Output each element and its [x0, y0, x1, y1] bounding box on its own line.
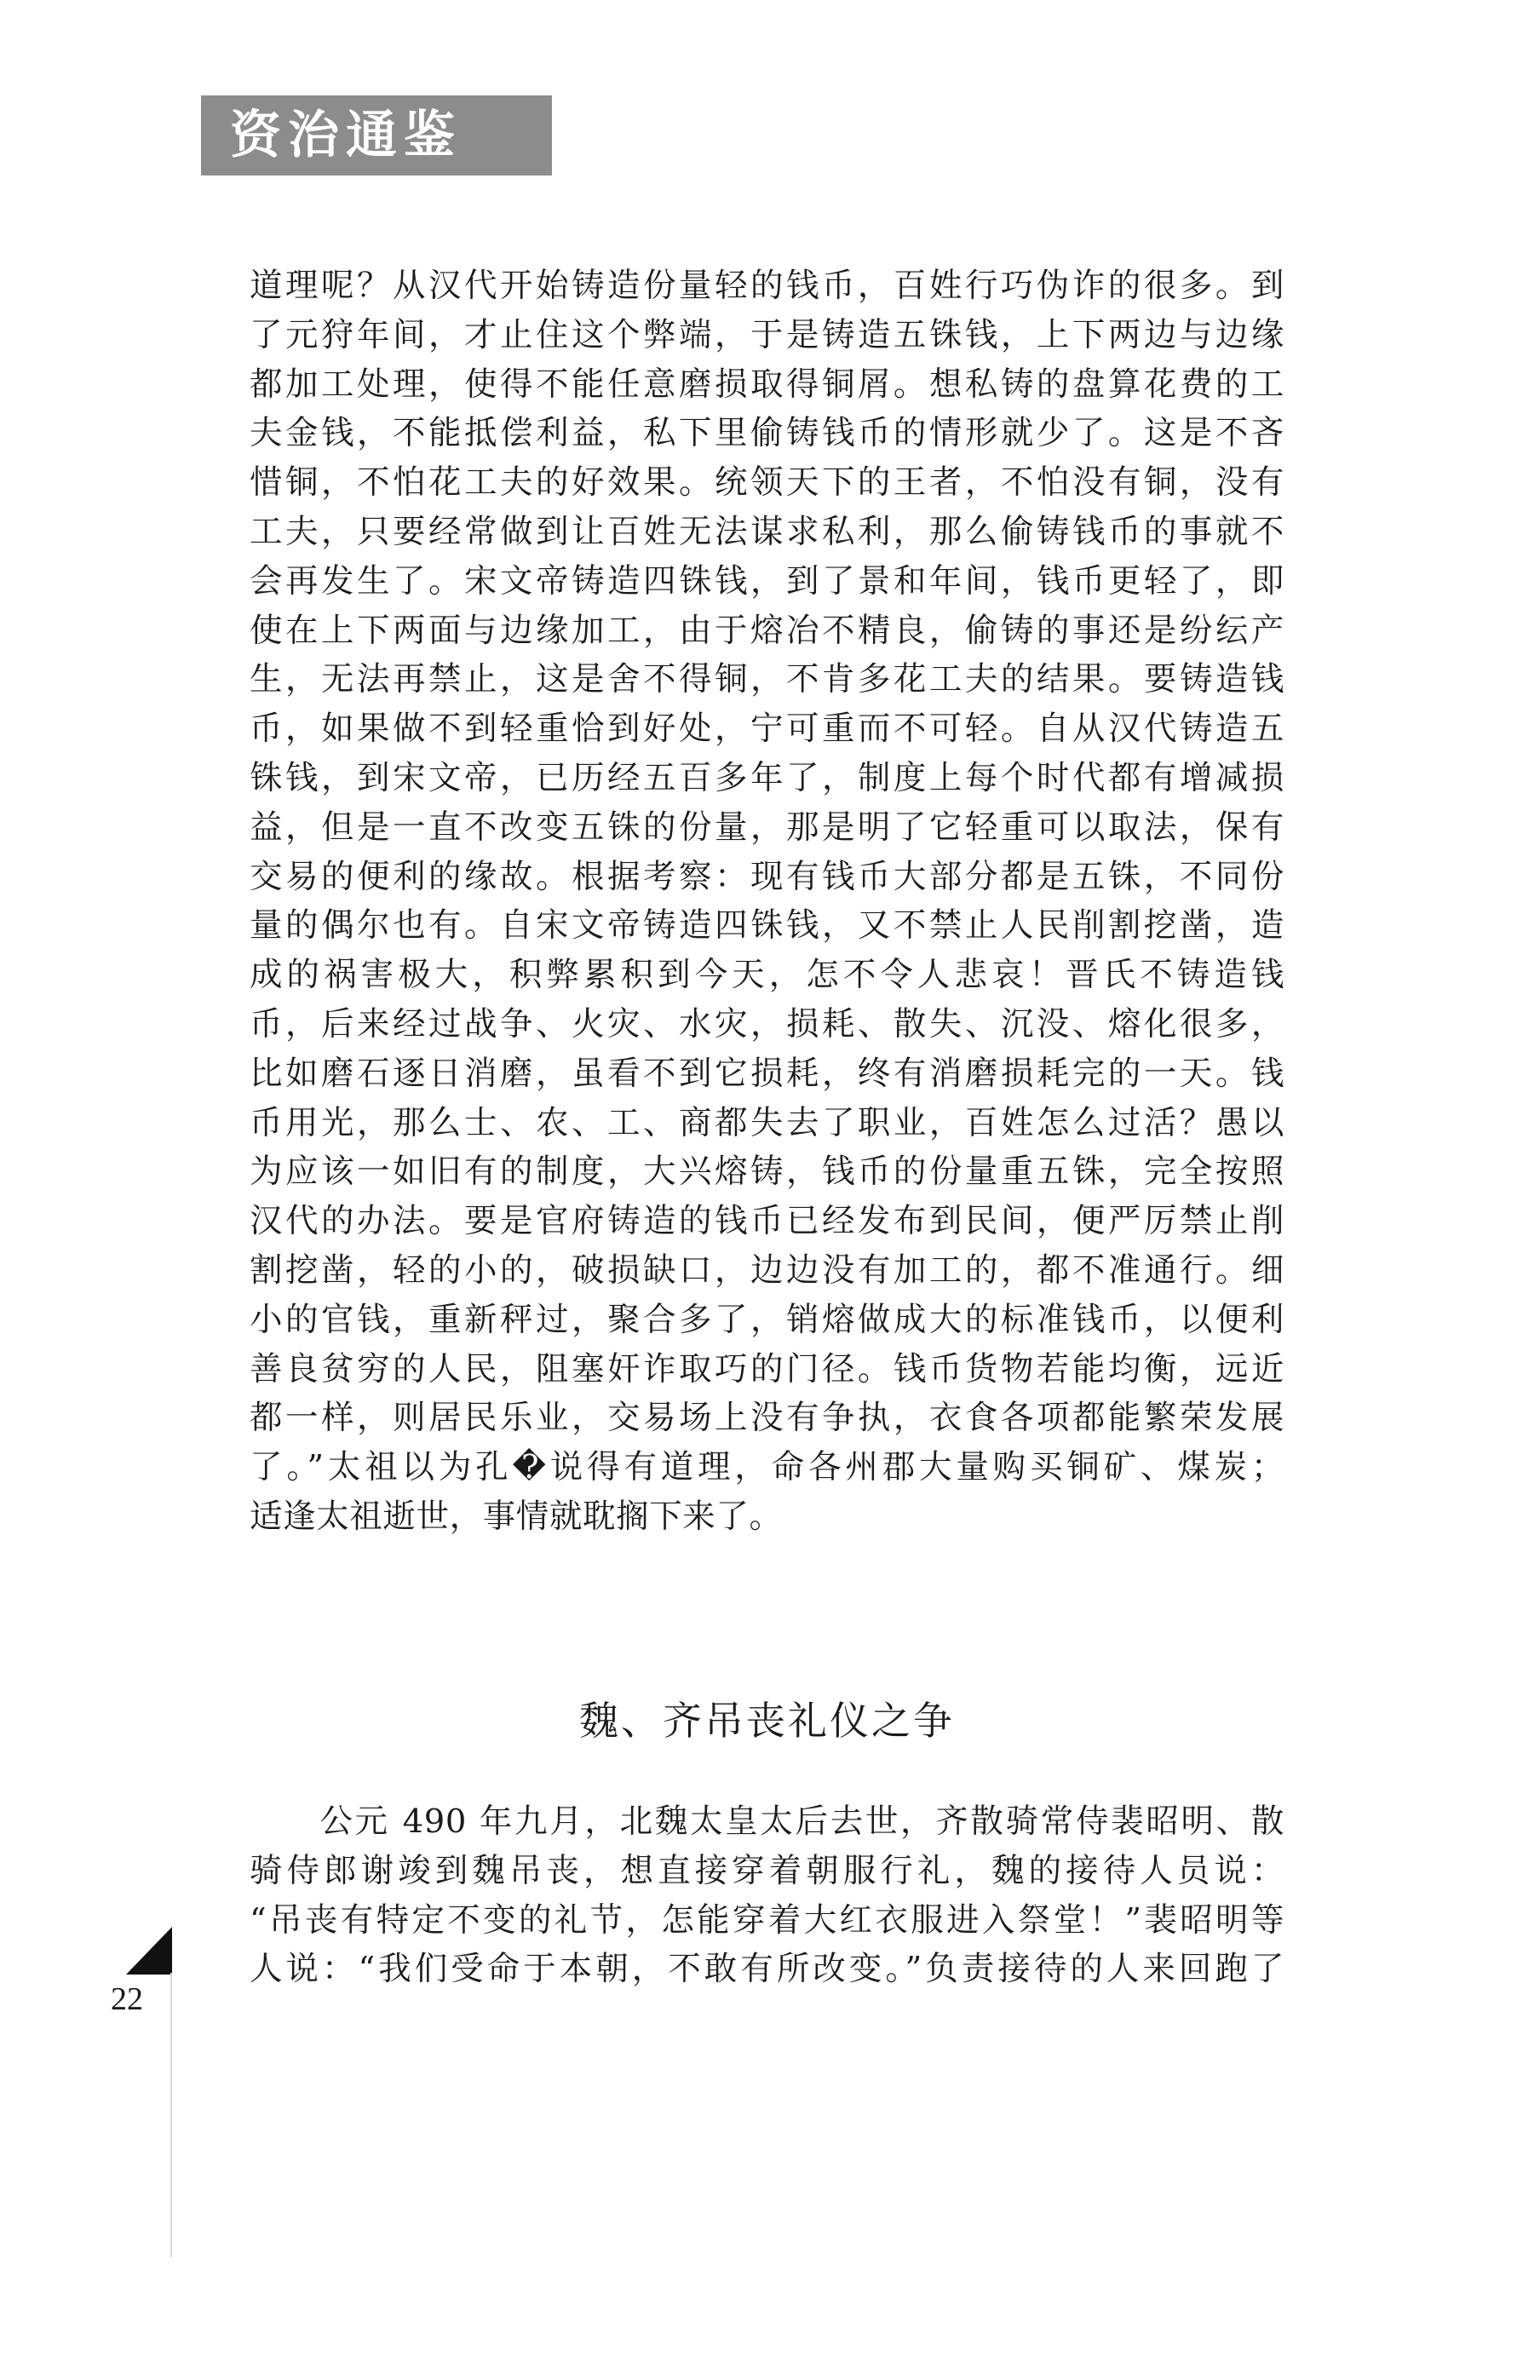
text-line: 了元狩年间，才止住这个弊端，于是铸造五铢钱，上下两边与边缘 — [250, 315, 1284, 354]
text-line: 币，后来经过战争、火灾、水灾，损耗、散失、沉没、熔化很多， — [250, 1004, 1284, 1043]
text-line: 比如磨石逐日消磨，虽看不到它损耗，终有消磨损耗完的一天。钱 — [250, 1054, 1284, 1093]
body-text-section-1 — [250, 262, 1284, 1542]
text-line: 会再发生了。宋文帝铸造四铢钱，到了景和年间，钱币更轻了，即 — [250, 561, 1284, 601]
text-line: 了。”太祖以为孔�说得有道理，命各州郡大量购买铜矿、煤炭； — [250, 1448, 1284, 1487]
text-line: 道理呢？从汉代开始铸造份量轻的钱币，百姓行巧伪诈的很多。到 — [250, 267, 1284, 305]
text-line: 工夫，只要经常做到让百姓无法谋求私利，那么偷铸钱币的事就不 — [250, 512, 1284, 551]
text-line: 铢钱，到宋文帝，已历经五百多年了，制度上每个时代都有增减损 — [250, 758, 1284, 797]
text-line: 小的官钱，重新秤过，聚合多了，销熔做成大的标准钱币，以便利 — [250, 1300, 1284, 1339]
book-title: 资治通鉴 — [230, 106, 462, 165]
text-line: 益，但是一直不改变五铢的份量，那是明了它轻重可以取法，保有 — [250, 808, 1284, 847]
page-corner-mark — [126, 1927, 172, 1975]
text-line: 善良贫穷的人民，阻塞奸诈取巧的门径。钱币货物若能均衡，远近 — [250, 1349, 1284, 1388]
text-line: 适逢太祖逝世，事情就耽搁下来了。 — [250, 1497, 783, 1536]
text-line: 交易的便利的缘故。根据考察：现有钱币大部分都是五铢，不同份 — [250, 857, 1284, 896]
text-line: 为应该一如旧有的制度，大兴熔铸，钱币的份量重五铢，完全按照 — [250, 1153, 1284, 1192]
text-line: 夫金钱，不能抵偿利益，私下里偷铸钱币的情形就少了。这是不吝 — [250, 414, 1284, 453]
text-line: 生，无法再禁止，这是舍不得铜，不肯多花工夫的结果。要铸造钱 — [250, 660, 1284, 699]
text-line: 币用光，那么士、农、工、商都失去了职业，百姓怎么过活？愚以 — [250, 1103, 1284, 1142]
text-line: 汉代的办法。要是官府铸造的钱币已经发布到民间，便严厉禁止削 — [250, 1202, 1284, 1241]
text-line: 惜铜，不怕花工夫的好效果。统领天下的王者，不怕没有铜，没有 — [250, 463, 1284, 503]
body-text-section-2 — [250, 1797, 1284, 1994]
text-line: 币，如果做不到轻重恰到好处，宁可重而不可轻。自从汉代铸造五 — [250, 710, 1284, 749]
margin-rule — [170, 1973, 172, 2257]
text-line: 都一样，则居民乐业，交易场上没有争执，衣食各项都能繁荣发展 — [250, 1399, 1284, 1438]
section-heading: 魏、齐吊丧礼仪之争 — [579, 1698, 955, 1744]
text-line: “吊丧有特定不变的礼节，怎能穿着大红衣服进入祭堂！”裴昭明等 — [250, 1900, 1284, 1940]
text-line: 都加工处理，使得不能任意磨损取得铜屑。想私铸的盘算花费的工 — [250, 365, 1284, 404]
text-line: 量的偶尔也有。自宋文帝铸造四铢钱，又不禁止人民削割挖凿，造 — [250, 906, 1284, 946]
text-line: 使在上下两面与边缘加工，由于熔冶不精良，偷铸的事还是纷纭产 — [250, 611, 1284, 650]
text-line: 骑侍郎谢竣到魏吊丧，想直接穿着朝服行礼，魏的接待人员说： — [250, 1851, 1284, 1890]
text-line: 公元 490 年九月，北魏太皇太后去世，齐散骑常侍裴昭明、散 — [250, 1802, 1284, 1841]
text-line: 人说：“我们受命于本朝，不敢有所改变。”负责接待的人来回跑了 — [250, 1950, 1284, 1989]
page-number: 22 — [111, 1981, 143, 2017]
text-line: 成的祸害极大，积弊累积到今天，怎不令人悲哀！晋氏不铸造钱 — [250, 956, 1284, 995]
text-line: 割挖凿，轻的小的，破损缺口，边边没有加工的，都不准通行。细 — [250, 1250, 1284, 1290]
